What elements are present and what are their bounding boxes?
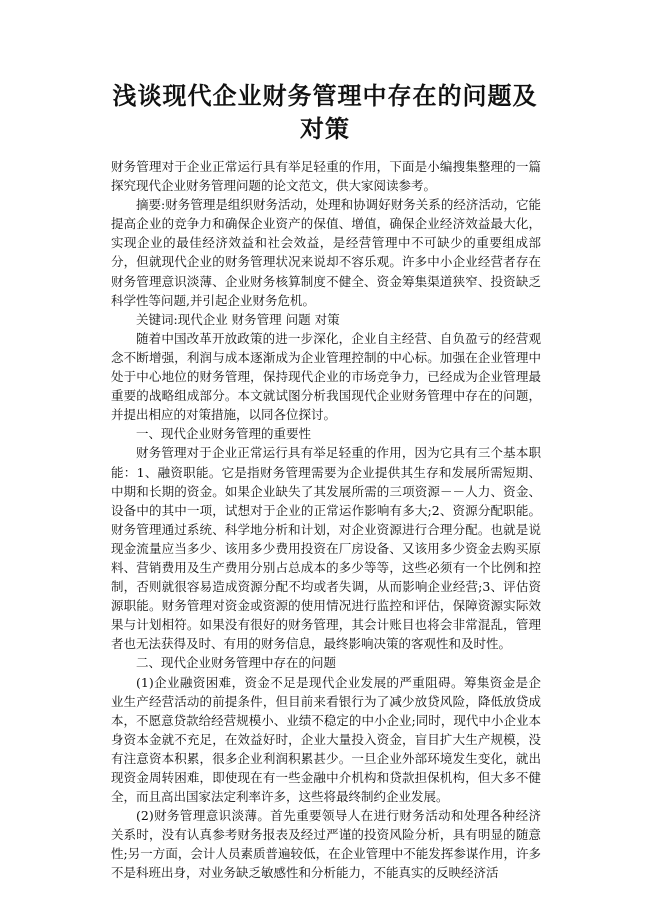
intro-paragraph: 财务管理对于企业正常运行具有举足轻重的作用，下面是小编搜集整理的一篇探究现代企业财务管理问题的论文范文，供大家阅读参考。 bbox=[111, 159, 541, 194]
section-heading-2: 二、现代企业财务管理中存在的问题 bbox=[136, 655, 337, 671]
body-paragraph: 财务管理对于企业正常运行具有举足轻重的作用，因为它具有三个基本职能：1、融资职能。它是指财务管理需要为企业提供其生存和发展所需短期、中期和长期的资金。如果企业缺失了其发展所需的三项资源－－人力、资金、设备中的其中一项，试想对于企业的正常运作影响有多大;2、资源分配职能。财务管理通过系统、科学地分析和计划，对企业资源进行合理分配。也就是说现金流量应当多少、该用多少费用投资在厂房设备、又该用多少资金去购买原料、营销费用及生产费用分别占总成本的多少等等，这些必须有一个比例和控制，否则就很容易造成资源分配不均或者失调，从而影响企业经营;3、评估资源职能。财务管理对资金或资源的使用情况进行监控和评估，保障资源实际效果与计划相符。如果没有很好的财务管理，其会计账目也将会非常混乱，管理者也无法获得及时、有用的财务信息，最终影响决策的客观性和及时性。 bbox=[111, 445, 541, 652]
body-paragraph: (1)企业融资困难，资金不足是现代企业发展的严重阻碍。筹集资金是企业生产经营活动的前提条件，但目前来看银行为了减少放贷风险，降低放贷成本，不愿意贷款给经营规模小、业绩不稳定的中小企业;同时，现代中小企业本身资本金就不充足，在效益好时，企业大量投入资金，盲目扩大生产规模，没有注意资本积累，很多企业利润积累甚少。一旦企业外部环境发生变化，就出现资金周转困难，即使现在有一些金融中介机构和贷款担保机构，但大多不健全，而且高出国家法定利率许多，这些将最终制约企业发展。 bbox=[111, 674, 541, 805]
body-paragraph: (2)财务管理意识淡薄。首先重要领导人在进行财务活动和处理各种经济关系时，没有认真参考财务报表及经过严谨的投资风险分析，具有明显的随意性;另一方面，会计人员素质普遍较低，在企业管理中不能发挥参谋作用，许多不是科班出身，对业务缺乏敏感性和分析能力，不能真实的反映经济活 bbox=[111, 808, 541, 881]
document-body bbox=[111, 157, 541, 883]
title-line-2: 对策 bbox=[300, 115, 350, 143]
keywords-line: 关键词:现代企业 财务管理 问题 对策 bbox=[136, 311, 340, 327]
abstract-paragraph: 摘要:财务管理是组织财务活动，处理和协调好财务关系的经济活动，它能提高企业的竞争力和确保企业资产的保值、增值，确保企业经济效益最大化，实现企业的最佳经济效益和社会效益，是经营管理中不可缺少的重要组成部分，但就现代企业的财务管理状况来说却不容乐观。许多中小企业经营者存在财务管理意识淡薄、企业财务核算制度不健全、资金筹集渠道狭窄、投资缺乏科学性等问题,并引起企业财务危机。 bbox=[111, 197, 541, 308]
title-line-1: 浅谈现代企业财务管理中存在的问题及 bbox=[112, 82, 538, 110]
document-title bbox=[110, 80, 540, 146]
body-paragraph: 随着中国改革开放政策的进一步深化，企业自主经营、自负盈亏的经营观念不断增强，利润与成本逐渐成为企业管理控制的中心标。加强在企业管理中处于中心地位的财务管理，保持现代企业的市场竞争力，已经成为企业管理最重要的战略组成部分。本文就试图分析我国现代企业财务管理中存在的问题，并提出相应的对策措施，以同各位探讨。 bbox=[111, 330, 541, 423]
section-heading-1: 一、现代企业财务管理的重要性 bbox=[136, 426, 312, 442]
